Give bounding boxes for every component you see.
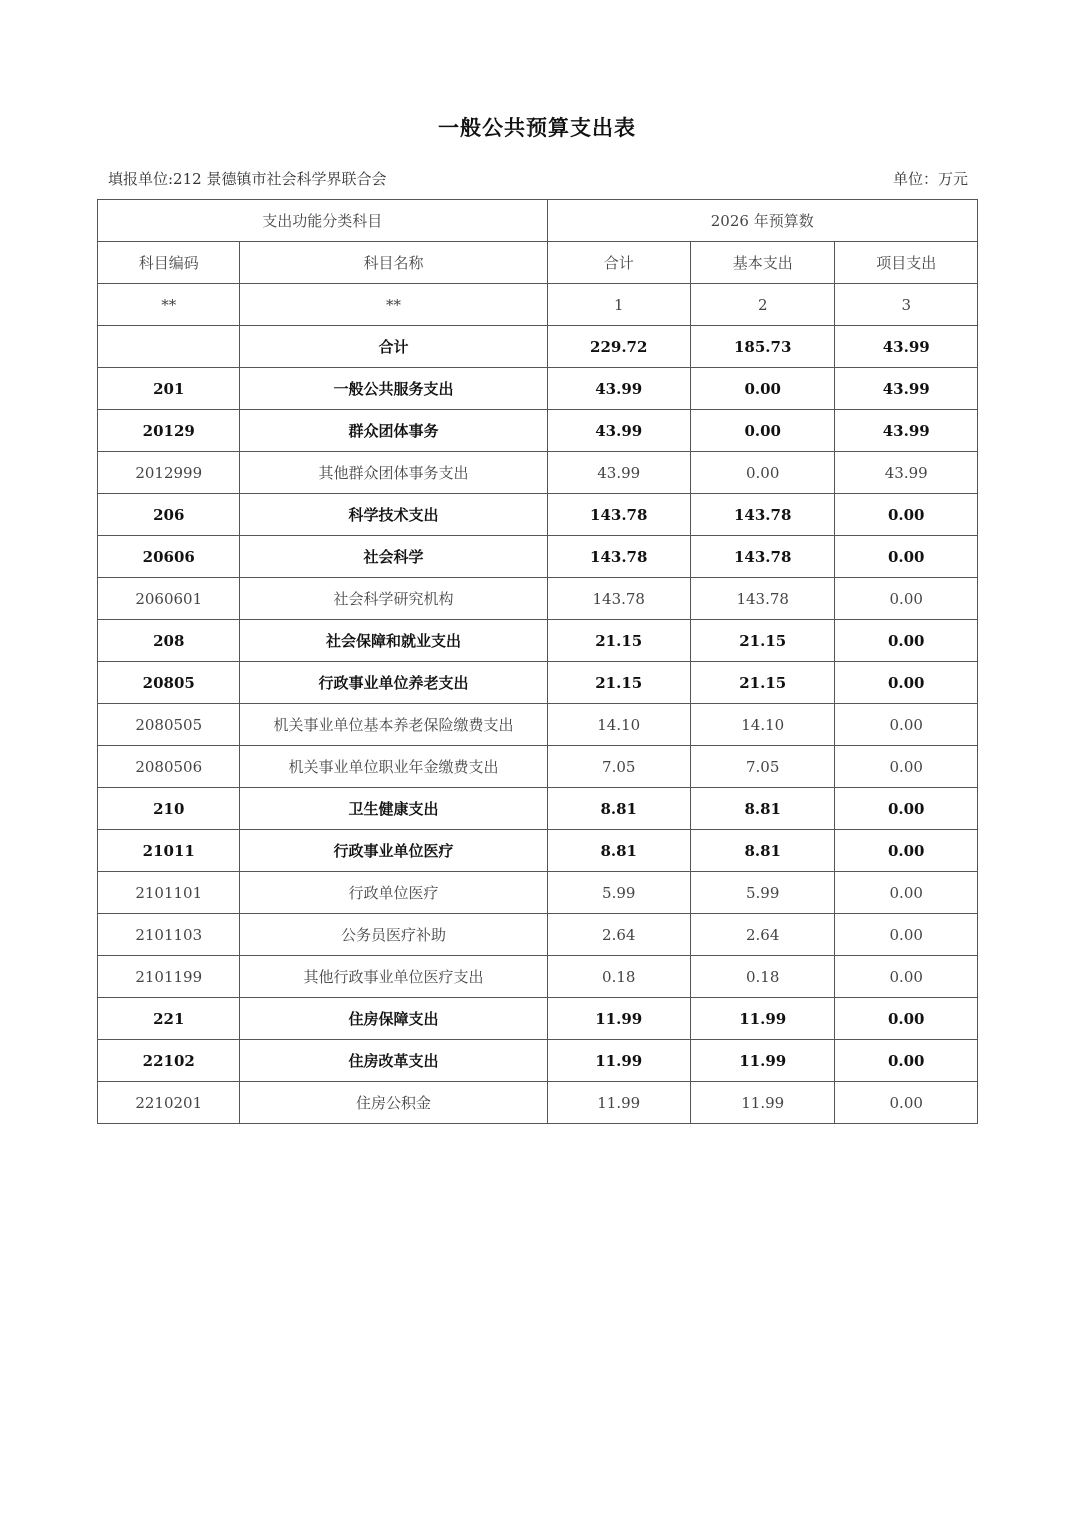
cell-project: 0.00 bbox=[835, 914, 978, 956]
cell-name: 行政事业单位医疗 bbox=[240, 830, 547, 872]
table-row bbox=[98, 326, 978, 368]
cell-project: 0.00 bbox=[835, 620, 978, 662]
cell-code: 2210201 bbox=[98, 1082, 240, 1124]
cell-project: 43.99 bbox=[835, 368, 978, 410]
cell-name: 公务员医疗补助 bbox=[240, 914, 547, 956]
cell-total: 11.99 bbox=[547, 1040, 690, 1082]
index-project: 3 bbox=[835, 284, 978, 326]
cell-basic: 8.81 bbox=[690, 830, 834, 872]
cell-project: 43.99 bbox=[835, 326, 978, 368]
cell-total: 43.99 bbox=[547, 452, 690, 494]
cell-total: 8.81 bbox=[547, 830, 690, 872]
cell-code: 2060601 bbox=[98, 578, 240, 620]
table-row bbox=[98, 452, 978, 494]
header-function-category: 支出功能分类科目 bbox=[98, 200, 548, 242]
column-header-row bbox=[98, 242, 978, 284]
header-code: 科目编码 bbox=[98, 242, 240, 284]
index-code: ** bbox=[98, 284, 240, 326]
cell-name: 科学技术支出 bbox=[240, 494, 547, 536]
cell-total: 229.72 bbox=[547, 326, 690, 368]
cell-project: 0.00 bbox=[835, 536, 978, 578]
cell-basic: 143.78 bbox=[690, 578, 834, 620]
cell-basic: 0.00 bbox=[690, 452, 834, 494]
cell-total: 143.78 bbox=[547, 494, 690, 536]
cell-total: 11.99 bbox=[547, 1082, 690, 1124]
cell-basic: 143.78 bbox=[690, 536, 834, 578]
cell-basic: 5.99 bbox=[690, 872, 834, 914]
page-title: 一般公共预算支出表 bbox=[438, 115, 636, 140]
cell-code bbox=[98, 326, 240, 368]
cell-code: 206 bbox=[98, 494, 240, 536]
cell-code: 2012999 bbox=[98, 452, 240, 494]
cell-total: 143.78 bbox=[547, 578, 690, 620]
header-total: 合计 bbox=[547, 242, 690, 284]
cell-project: 0.00 bbox=[835, 578, 978, 620]
table-row bbox=[98, 1082, 978, 1124]
cell-total: 8.81 bbox=[547, 788, 690, 830]
table-row bbox=[98, 368, 978, 410]
header-basic: 基本支出 bbox=[690, 242, 834, 284]
cell-name: 社会科学研究机构 bbox=[240, 578, 547, 620]
index-basic: 2 bbox=[690, 284, 834, 326]
cell-total: 43.99 bbox=[547, 368, 690, 410]
table-row bbox=[98, 956, 978, 998]
table-row bbox=[98, 788, 978, 830]
cell-basic: 8.81 bbox=[690, 788, 834, 830]
cell-total: 21.15 bbox=[547, 662, 690, 704]
header-budget-year: 2026 年预算数 bbox=[547, 200, 978, 242]
cell-name: 机关事业单位基本养老保险缴费支出 bbox=[240, 704, 547, 746]
cell-code: 201 bbox=[98, 368, 240, 410]
cell-code: 2101103 bbox=[98, 914, 240, 956]
cell-name: 社会科学 bbox=[240, 536, 547, 578]
cell-basic: 21.15 bbox=[690, 620, 834, 662]
table-row bbox=[98, 914, 978, 956]
cell-name: 机关事业单位职业年金缴费支出 bbox=[240, 746, 547, 788]
cell-total: 14.10 bbox=[547, 704, 690, 746]
cell-code: 20805 bbox=[98, 662, 240, 704]
cell-project: 0.00 bbox=[835, 788, 978, 830]
cell-project: 43.99 bbox=[835, 410, 978, 452]
cell-name: 住房保障支出 bbox=[240, 998, 547, 1040]
index-name: ** bbox=[240, 284, 547, 326]
cell-code: 210 bbox=[98, 788, 240, 830]
cell-basic: 21.15 bbox=[690, 662, 834, 704]
header-project: 项目支出 bbox=[835, 242, 978, 284]
cell-total: 5.99 bbox=[547, 872, 690, 914]
cell-code: 2080506 bbox=[98, 746, 240, 788]
cell-basic: 11.99 bbox=[690, 1082, 834, 1124]
budget-table bbox=[97, 199, 978, 1124]
cell-basic: 143.78 bbox=[690, 494, 834, 536]
cell-name: 住房公积金 bbox=[240, 1082, 547, 1124]
cell-basic: 11.99 bbox=[690, 998, 834, 1040]
cell-code: 2080505 bbox=[98, 704, 240, 746]
cell-code: 20129 bbox=[98, 410, 240, 452]
cell-total: 143.78 bbox=[547, 536, 690, 578]
cell-code: 22102 bbox=[98, 1040, 240, 1082]
table-row bbox=[98, 662, 978, 704]
cell-total: 11.99 bbox=[547, 998, 690, 1040]
table-row bbox=[98, 830, 978, 872]
cell-project: 0.00 bbox=[835, 830, 978, 872]
cell-basic: 0.00 bbox=[690, 368, 834, 410]
cell-name: 住房改革支出 bbox=[240, 1040, 547, 1082]
cell-total: 2.64 bbox=[547, 914, 690, 956]
table-row bbox=[98, 494, 978, 536]
cell-basic: 11.99 bbox=[690, 1040, 834, 1082]
cell-code: 221 bbox=[98, 998, 240, 1040]
cell-project: 0.00 bbox=[835, 956, 978, 998]
cell-basic: 2.64 bbox=[690, 914, 834, 956]
cell-total: 7.05 bbox=[547, 746, 690, 788]
cell-basic: 7.05 bbox=[690, 746, 834, 788]
cell-project: 0.00 bbox=[835, 1082, 978, 1124]
cell-name: 社会保障和就业支出 bbox=[240, 620, 547, 662]
cell-name: 其他行政事业单位医疗支出 bbox=[240, 956, 547, 998]
table-row bbox=[98, 704, 978, 746]
cell-name: 卫生健康支出 bbox=[240, 788, 547, 830]
cell-name: 行政事业单位养老支出 bbox=[240, 662, 547, 704]
cell-basic: 0.00 bbox=[690, 410, 834, 452]
cell-project: 0.00 bbox=[835, 872, 978, 914]
index-row bbox=[98, 284, 978, 326]
table-row bbox=[98, 872, 978, 914]
cell-basic: 0.18 bbox=[690, 956, 834, 998]
cell-project: 0.00 bbox=[835, 998, 978, 1040]
cell-total: 0.18 bbox=[547, 956, 690, 998]
cell-code: 20606 bbox=[98, 536, 240, 578]
cell-name: 合计 bbox=[240, 326, 547, 368]
cell-total: 21.15 bbox=[547, 620, 690, 662]
cell-project: 0.00 bbox=[835, 1040, 978, 1082]
cell-project: 43.99 bbox=[835, 452, 978, 494]
cell-code: 2101199 bbox=[98, 956, 240, 998]
cell-project: 0.00 bbox=[835, 662, 978, 704]
group-header-row bbox=[98, 200, 978, 242]
cell-name: 其他群众团体事务支出 bbox=[240, 452, 547, 494]
cell-name: 一般公共服务支出 bbox=[240, 368, 547, 410]
cell-basic: 14.10 bbox=[690, 704, 834, 746]
table-row bbox=[98, 746, 978, 788]
table-row bbox=[98, 998, 978, 1040]
cell-project: 0.00 bbox=[835, 746, 978, 788]
cell-basic: 185.73 bbox=[690, 326, 834, 368]
header-name: 科目名称 bbox=[240, 242, 547, 284]
cell-project: 0.00 bbox=[835, 494, 978, 536]
table-body bbox=[98, 200, 978, 1124]
index-total: 1 bbox=[547, 284, 690, 326]
currency-unit: 单位：万元 bbox=[892, 170, 968, 188]
table-row bbox=[98, 536, 978, 578]
cell-code: 2101101 bbox=[98, 872, 240, 914]
table-row bbox=[98, 410, 978, 452]
cell-name: 行政单位医疗 bbox=[240, 872, 547, 914]
cell-code: 208 bbox=[98, 620, 240, 662]
reporting-unit: 填报单位:212 景德镇市社会科学界联合会 bbox=[108, 170, 387, 188]
cell-code: 21011 bbox=[98, 830, 240, 872]
table-row bbox=[98, 578, 978, 620]
table-row bbox=[98, 620, 978, 662]
cell-name: 群众团体事务 bbox=[240, 410, 547, 452]
table-row bbox=[98, 1040, 978, 1082]
cell-project: 0.00 bbox=[835, 704, 978, 746]
cell-total: 43.99 bbox=[547, 410, 690, 452]
